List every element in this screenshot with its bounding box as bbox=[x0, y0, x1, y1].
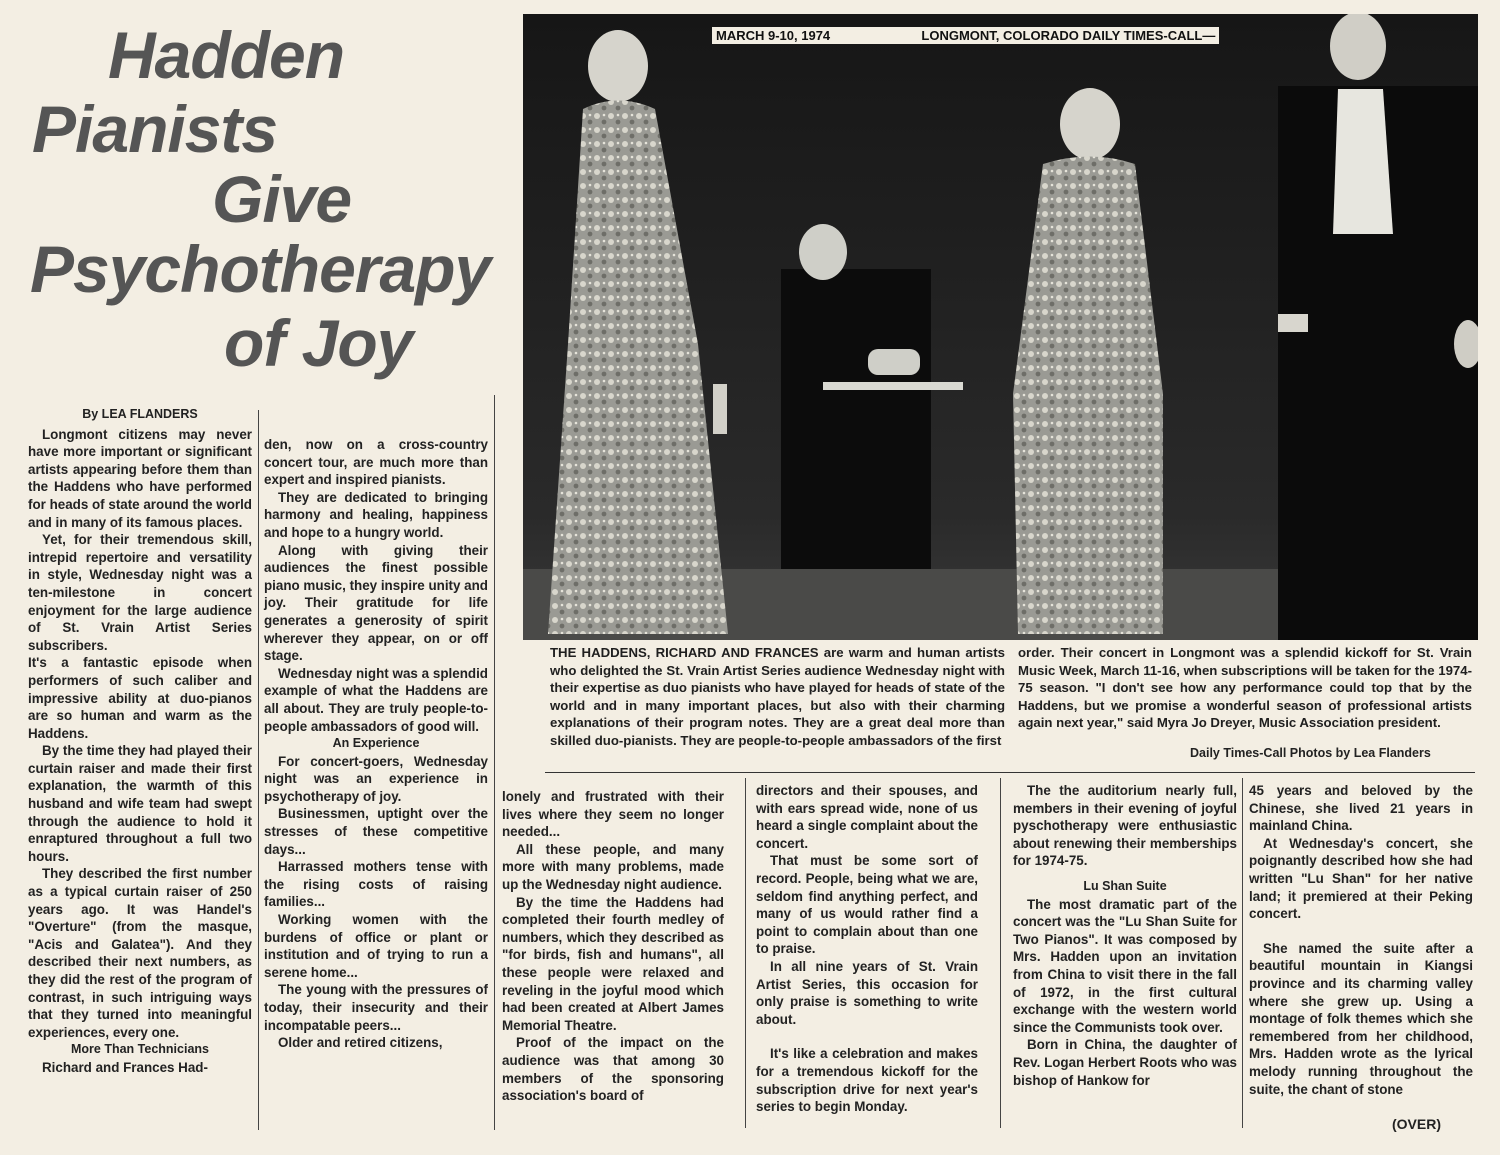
paragraph: By the time they had played their curtain raiser and made their first explanation, the warmth of this husband and wife team had swept through the audience to hold it enraptured throughout a full two hours. bbox=[28, 743, 252, 864]
paragraph: Businessmen, uptight over the stresses of these competitive days... bbox=[264, 806, 488, 857]
paragraph: Older and retired citizens, bbox=[278, 1035, 443, 1051]
section-rule bbox=[545, 772, 1475, 773]
paragraph: Wednesday night was a splendid example of what the Haddens are all about. They are truly people-to-people ambassadors of good will. bbox=[264, 665, 488, 734]
byline: By LEA FLANDERS bbox=[82, 407, 198, 421]
paragraph: The the auditorium nearly full, members in their evening of joyful pyschotherapy were enthusiastic about renewing their memberships for 1974-75. bbox=[1013, 783, 1237, 869]
paragraph: directors and their spouses, and with ears spread wide, none of us heard a single complaint about the concert. bbox=[756, 783, 978, 851]
paragraph: Born in China, the daughter of Rev. Logan Herbert Roots who was bishop of Hankow for bbox=[1013, 1037, 1237, 1088]
paragraph: In all nine years of St. Vrain Artist Series, this occasion for only praise is something to write about. bbox=[756, 958, 978, 1027]
headline-line-3: Give bbox=[212, 162, 352, 236]
paragraph: By the time the Haddens had completed their fourth medley of numbers, which they described as "for birds, fish and humans", all these people were relaxed and reveling in the joyful mood which had been created at Albert James Memorial Theatre. bbox=[502, 894, 724, 1033]
photo-illustration bbox=[523, 14, 1478, 640]
paragraph: All these people, and many more with many problems, made up the Wednesday night audience. bbox=[502, 841, 724, 892]
photo-header bbox=[712, 27, 1219, 44]
column-rule bbox=[494, 395, 495, 1130]
paragraph: 45 years and beloved by the Chinese, she lived 21 years in mainland China. bbox=[1249, 783, 1473, 834]
paragraph: She named the suite after a beautiful mountain in Kiangsi province and its charming valley where she grew up. Using a montage of folk themes which she remembered from her childhood, Mrs. Hadden wrote as the lyrical melody running throughout the suite, the chant of stone bbox=[1249, 940, 1473, 1097]
column-gap bbox=[1013, 870, 1237, 878]
paragraph: Richard and Frances Had- bbox=[42, 1059, 208, 1075]
headline-line-2: Pianists bbox=[32, 92, 278, 166]
photo-caption-right: order. Their concert in Longmont was a splendid kickoff for St. Vrain Music Week, March 11-16, when subscriptions will be taken for the 1974-75 season. "I don't see how any performance could top that by the Haddens, but we promise a wonderful season of professional artists again next year," said Myra Jo Dreyer, Music Association president. bbox=[1018, 645, 1472, 730]
headline-line-5: of Joy bbox=[224, 306, 413, 380]
article-column-3 bbox=[502, 788, 724, 1105]
subheading-more-than-technicians: More Than Technicians bbox=[71, 1042, 209, 1057]
paragraph: Harrassed mothers tense with the rising costs of raising families... bbox=[264, 859, 488, 910]
paragraph: Along with giving their audiences the finest possible piano music, they inspire unity and joy. Their gratitude for life generates a generosity of spirit wherever they appear, on or off stage. bbox=[264, 542, 488, 664]
paragraph: den, now on a cross-country concert tour, are much more than expert and inspired pianists. bbox=[264, 437, 488, 488]
paragraph: It's a fantastic episode when performers of such caliber and impressive ability at duo-pianos are so human and warm as the Haddens. bbox=[28, 655, 252, 741]
subheading-an-experience: An Experience bbox=[332, 736, 420, 751]
paragraph: Working women with the burdens of office or plant or institution and of trying to run a serene home... bbox=[264, 912, 488, 980]
paragraph: At Wednesday's concert, she poignantly described how she had written "Lu Shan" for her native land; it premiered at their Peking concert. bbox=[1249, 835, 1473, 922]
paragraph: For concert-goers, Wednesday night was an experience in psychotherapy of joy. bbox=[264, 753, 488, 804]
column-gap bbox=[1249, 923, 1473, 940]
article-column-4 bbox=[756, 782, 978, 1116]
paragraph: lonely and frustrated with their lives where they seem no longer needed... bbox=[502, 789, 724, 840]
headline-line-1: Hadden bbox=[108, 18, 345, 92]
photo-caption-left: THE HADDENS, RICHARD AND FRANCES are warm and human artists who delighted the St. Vrain Artist Series audience Wednesday night with their expertise as duo pianists who have played for heads of state of the world and in many important places, but also with their charming explanations of their program notes. They are a great deal more than skilled duo-pianists. They are people-to-people ambassadors of the first bbox=[550, 645, 1005, 748]
headline-line-4: Psychotherapy bbox=[30, 232, 491, 306]
column-rule bbox=[745, 778, 746, 1128]
continued-over-note: (OVER) bbox=[1392, 1116, 1441, 1132]
subheading-lu-shan-suite: Lu Shan Suite bbox=[1083, 878, 1167, 893]
article-column-5 bbox=[1013, 782, 1237, 1089]
paragraph: Yet, for their tremendous skill, intrepid repertoire and versatility in style, Wednesday night was a ten-milestone in concert enjoyment for the large audience of St. Vrain Artist Series subscribers. bbox=[28, 532, 252, 653]
article-column-1 bbox=[28, 406, 252, 1077]
paragraph: It's like a celebration and makes for a tremendous kickoff for the subscription drive for next year's series to begin Monday. bbox=[756, 1046, 978, 1115]
article-column-6 bbox=[1249, 782, 1473, 1098]
paragraph: The young with the pressures of today, their insecurity and their incompatable peers... bbox=[264, 982, 488, 1033]
column-gap bbox=[756, 1028, 978, 1045]
paragraph: Proof of the impact on the audience was that among 30 members of the sponsoring association's board of bbox=[502, 1035, 724, 1104]
paragraph: That must be some sort of record. People, being what we are, seldom find anything perfect, and many of us would rather find a point to complain about than one to praise. bbox=[756, 853, 978, 957]
paragraph: They are dedicated to bringing harmony and healing, happiness and hope to a hungry world. bbox=[264, 489, 488, 540]
column-rule bbox=[258, 410, 259, 1130]
article-column-2 bbox=[264, 436, 488, 1052]
paragraph: The most dramatic part of the concert was the "Lu Shan Suite for Two Pianos". It was composed by Mrs. Hadden upon an invitation from China to visit there in the fall of 1972, in the first cultural exchange with the western world since the Communists took over. bbox=[1013, 896, 1237, 1035]
photo-credit: Daily Times-Call Photos by Lea Flanders bbox=[1190, 746, 1431, 760]
paragraph: They described the first number as a typical curtain raiser of 250 years ago. It was Handel's "Overture" (from the masque, "Acis and Galatea"). And they described their next numbers, as they did the rest of the program of contrast, in such intriguing ways that they turned into meaningful experiences, every one. bbox=[28, 866, 252, 1040]
column-rule bbox=[1000, 778, 1001, 1128]
column-rule bbox=[1242, 778, 1243, 1128]
photo-header-paper: LONGMONT, COLORADO DAILY TIMES-CALL— bbox=[921, 28, 1216, 43]
concert-photo bbox=[523, 14, 1478, 640]
paragraph: Longmont citizens may never have more important or significant artists appearing before them than the Haddens who have performed for heads of state around the world and in many of its famous places. bbox=[28, 426, 252, 530]
photo-header-date: MARCH 9-10, 1974 bbox=[716, 28, 831, 43]
